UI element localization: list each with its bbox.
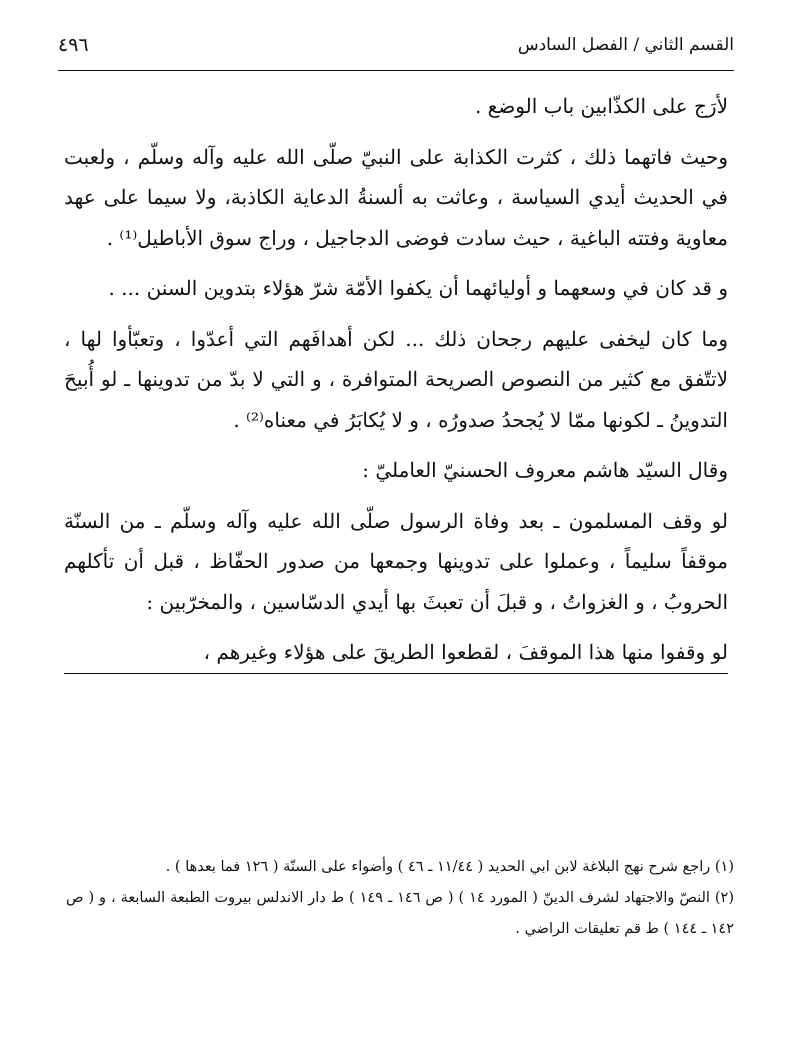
footnotes bbox=[66, 852, 734, 945]
paragraph-2: وحيث فاتهما ذلك ، كثرت الكذابة على النبيّ صلّى الله عليه وآله وسلّم ، ولعبت في الحديث أيدي السياسة ، وعاثت به ألسنةُ الدعاية الكاذبة، ولا سيما على عهد معاوية وفتته الباغية ، حيث سادت فوضى الدجاجيل ، وراج سوق الأباطيل⁽¹⁾ . bbox=[64, 144, 728, 250]
footnote-1: (١) راجع شرح نهج البلاغة لابن ابي الحديد ( ١١/٤٤ ـ ٤٦ ) وأضواء على السنّة ( ١٢٦ فما بعدها ) . bbox=[165, 859, 734, 875]
running-head bbox=[58, 28, 734, 68]
quote-paragraph-1: لو وقف المسلمون ـ بعد وفاة الرسول صلّى الله عليه وآله وسلّم ـ من السنّة موقفاً سليماً ، وعملوا على تدوينها وجمعها من صدور الحفّاظ ، قبل أن تأكلهم الحروبُ ، و الغزواتُ ، و قبلَ أن تعبثَ بها أيدي الدسّاسين ، والمخرّبين : bbox=[64, 508, 728, 614]
body-text bbox=[64, 86, 728, 674]
paragraph-3: و قد كان في وسعهما و أوليائهما أن يكفوا الأمّة شرّ هؤلاء بتدوين السنن ... . bbox=[108, 276, 728, 300]
paragraph-1: لأرَج على الكذّابين باب الوضع . bbox=[474, 94, 728, 118]
page-number: ٤٩٦ bbox=[58, 34, 89, 56]
header-rule bbox=[58, 70, 734, 71]
footnote-2: (٢) النصّ والاجتهاد لشرف الدينّ ( المورد ١٤ ) ( ص ١٤٦ ـ ١٤٩ ) ط دار الاندلس بيروت الطبعة السابعة ، و ( ص ١٤٢ ـ ١٤٤ ) ط قم تعليقات الراضي . bbox=[66, 890, 734, 937]
paragraph-4: وما كان ليخفى عليهم رجحان ذلك ... لكن أهدافَهم التي أعدّوا ، وتعبّأوا لها ، لاتتّفق مع كثير من النصوص الصريحة المتوافرة ، و التي لا بدّ من تدوينها ـ لو أُبيحَ التدوينُ ـ لكونها ممّا لا يُجحدُ صدورُه ، و لا يُكابَرُ في معناه⁽²⁾ . bbox=[64, 326, 728, 432]
quote-paragraph-2: لو وقفوا منها هذا الموقفَ ، لقطعوا الطريقَ على هؤلاء وغيرهم ، bbox=[64, 632, 728, 674]
running-head-title: القسم الثاني / الفصل السادس bbox=[517, 35, 734, 55]
paragraph-5: وقال السيّد هاشم معروف الحسنيّ العامليّ : bbox=[362, 458, 728, 482]
